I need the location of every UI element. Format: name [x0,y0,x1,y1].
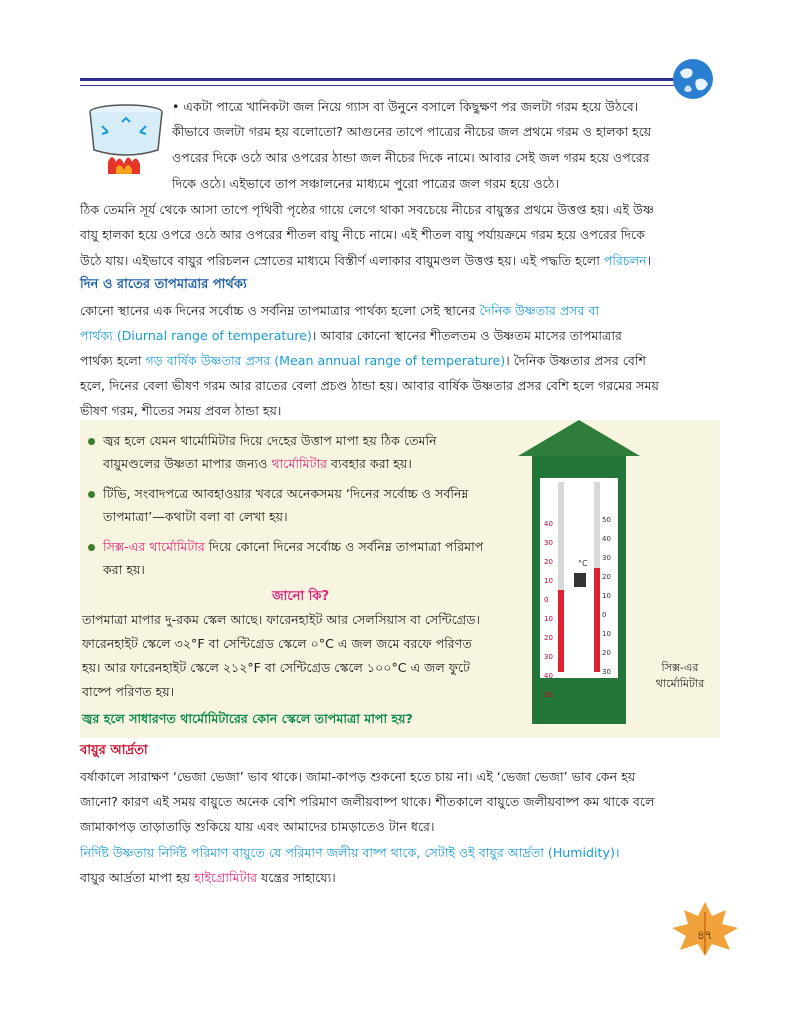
scale-tick-label: 40 [544,520,553,528]
s2-line-2: জানো? কারণ এই সময় বায়ুতে অনেক বেশি পরিমাণ জলীয়বাষ্প থাকে। শীতকালে বায়ুতে জলীয়বাষ্প কম থাকে বলে [80,794,655,809]
scale-tick-label: 0 [544,596,549,604]
scale-tick-label: 40 [544,672,553,680]
box-bullet-1-text: জ্বর হলে যেমন থার্মোমিটার দিয়ে দেহের উত্তাপ মাপা হয় ঠিক তেমনি [103,433,437,448]
s1-line-1-text: কোনো স্থানের এক দিনের সর্বোচ্চ ও সর্বনিম্ন তাপমাত্রার পার্থক্য হলো সেই স্থানের [80,303,480,318]
caption-line-1: সিক্স-এর [661,661,699,674]
six-thermometer-illustration [518,418,640,728]
caption-line-2: থার্মোমিটার [655,677,705,690]
s1-line-3 [80,352,646,370]
scale-tick-label: 20 [602,573,611,581]
box-bullet-2-line-1 [88,485,468,503]
intro-line-1: • একটা পাত্রে খানিকটা জল নিয়ে গ্যাস বা উনুনে বসালে কিছুক্ষণ পর জলটা গরম হয়ে উঠবে। [172,99,639,114]
scale-tick-label: 10 [602,630,611,638]
s1-line-4: হলে, দিনের বেলা ভীষণ গরম আর রাতের বেলা প্রচণ্ড ঠান্ডা হয়। আবার বার্ষিক উষ্ণতার প্রসর বেশি হলে গরমের সময় [80,378,659,393]
header-rule [80,78,680,81]
scale-tick-label: 50 [602,516,611,524]
bullet-icon [88,544,95,551]
s1-line-2 [80,327,622,345]
term-hygrometer: হাইগ্রোমিটার [194,870,258,885]
term-thermometer: থার্মোমিটার [271,456,328,471]
unit-label: °C [578,559,588,568]
scale-tick-label: 50 [544,691,553,699]
globe-icon [672,58,714,100]
term-annual-range: গড় বার্ষিক উষ্ণতার প্রসর (Mean annual range of temperature) [145,353,506,368]
scale-tick-label: 20 [602,649,611,657]
scale-tick-label: 30 [602,554,611,562]
scale-tick-label: 30 [544,539,553,547]
page-number: ৪৭ [697,928,713,942]
box-bullet-3-line-2: করা হয়। [103,562,145,577]
bullet-icon [88,491,95,498]
scale-tick-label: 10 [544,577,553,585]
s1-line-1 [80,302,599,320]
s2-line-5-end: যন্ত্রের সাহায্যে। [257,870,336,885]
intro-line-7-end: । [646,253,652,268]
box-bullet-3-line-1 [88,538,483,556]
s2-line-1: বর্ষাকালে সারাক্ষণ ‘ভেজা ভেজা’ ভাব থাকে। জামা-কাপড় শুকনো হতে চায় না। এই ‘ভেজা ভেজা’ ভাব কেন হয় [80,769,636,784]
know-line-3: হয়। আর ফারেনহাইট স্কেলে ২১২°F বা সেন্টিগ্রেড স্কেলে ১০০°C এ জল ফুটে [82,660,470,675]
s1-line-2-text: । আবার কোনো স্থানের শীতলতম ও উষ্ণতম মাসের তাপমাত্রার [311,328,622,343]
term-six-thermometer: সিক্স-এর থার্মোমিটার [103,539,205,554]
section-heading-temp-range: দিন ও রাতের তাপমাত্রার পার্থক্য [80,277,247,292]
intro-line-6: বায়ু হালকা হয়ে ওপরে ওঠে আর ওপরের শীতল বায়ু নীচে নামে। এই শীতল বায়ু পর্যায়ক্রমে গরম হয়ে ওপরের দিকে [80,227,645,242]
thermometer-caption [640,660,720,692]
box-bullet-3-text: দিয়ে কোনো দিনের সর্বোচ্চ ও সর্বনিম্ন তাপমাত্রা পরিমাপ [204,539,484,554]
s1-line-3-end: । দৈনিক উষ্ণতার প্রসর বেশি [505,353,646,368]
s2-line-5-text: বায়ুর আর্দ্রতা মাপা হয় [80,870,195,885]
box-bullet-2-text: টিভি, সংবাদপত্রে আবহাওয়ার খবরে অনেকসময় ‘দিনের সর্বোচ্চ ও সর্বনিম্ন [103,486,469,501]
boiling-pot-illustration [82,98,170,180]
intro-line-3: ওপরের দিকে ওঠে আর ওপরের ঠান্ডা জল নীচের দিকে নামে। আবার সেই জল গরম হয়ে ওপরের [172,150,650,165]
s2-definition: নির্দিষ্ট উষ্ণতায় নির্দিষ্ট পরিমাণ বায়ুতে যে পরিমাণ জলীয় বাষ্প থাকে, সেটাই ওই বায়ুর আর্দ্রতা (Humidity)। [80,845,620,860]
scale-tick-label: 30 [544,653,553,661]
scale-tick-label: 20 [544,558,553,566]
s1-line-3-text: পার্থক্য হলো [80,353,146,368]
s2-line-5 [80,869,336,887]
know-line-2: ফারেনহাইট স্কেলে ৩২°F বা সেন্টিগ্রেড স্কেলে ০°C এ জল জমে বরফে পরিণত [82,636,472,651]
scale-tick-label: 0 [602,611,607,619]
section-heading-humidity: বায়ুর আর্দ্রতা [80,743,148,758]
scale-tick-label: 20 [544,634,553,642]
box-bullet-2-line-2: তাপমাত্রা’—কথাটা বলা বা লেখা হয়। [103,509,288,524]
s2-line-3: জামাকাপড় তাড়াতাড়ি শুকিয়ে যায় এবং আমাদের চামড়াতেও টান ধরে। [80,819,435,834]
box-bullet-1-end: ব্যবহার করা হয়। [327,456,412,471]
term-convection: পরিচলন [603,253,647,268]
know-line-4: বাষ্পে পরিণত হয়। [82,684,175,699]
know-heading: জানো কি? [272,589,330,604]
scale-tick-label: 30 [602,668,611,676]
scale-tick-label: 10 [544,615,553,623]
know-question: জ্বর হলে সাধারণত থার্মোমিটারের কোন স্কেলে তাপমাত্রা মাপা হয়? [82,711,413,726]
term-diurnal-range: দৈনিক উষ্ণতার প্রসর বা [479,303,600,318]
scale-tick-label: 40 [602,535,611,543]
intro-line-7-text: উঠে যায়। এইভাবে বায়ুর পরিচলন স্রোতের মাধ্যমে বিস্তীর্ণ এলাকার বায়ুমণ্ডল উত্তপ্ত হয়। এই পদ্ধতি হলো [80,253,604,268]
term-diurnal-range-en: পার্থক্য (Diurnal range of temperature) [80,328,312,343]
scale-tick-label: 10 [602,592,611,600]
right-scale [602,516,611,676]
intro-line-7 [80,252,651,270]
bullet-icon [88,438,95,445]
intro-line-4: দিকে ওঠে। এইভাবে তাপ সঞ্চালনের মাধ্যমে পুরো পাত্রের জল গরম হয়ে ওঠে। [172,176,559,191]
intro-line-2: কীভাবে জলটা গরম হয় বলোতো? আগুনের তাপে পাত্রের নীচের জল প্রথমে গরম ও হালকা হয়ে [172,124,652,139]
know-line-1: তাপমাত্রা মাপার দু-রকম স্কেল আছে। ফারেনহাইট আর সেলসিয়াস বা সেন্টিগ্রেড। [82,612,480,627]
s1-line-5: ভীষণ গরম, শীতের সময় প্রবল ঠান্ডা হয়। [80,403,282,418]
intro-line-5: ঠিক তেমনি সূর্য থেকে আসা তাপে পৃথিবী পৃষ্ঠের গায়ে লেগে থাকা সবচেয়ে নীচের বায়ুস্তর প্রথমে উত্তপ্ত হয়। এই উষ্ণ [80,202,654,217]
box-bullet-1-text-2: বায়ুমণ্ডলের উষ্ণতা মাপার জন্যও [103,456,272,471]
header-rule-thin [80,85,680,86]
box-bullet-1-line-1 [88,432,437,450]
box-bullet-1-line-2 [103,455,412,473]
